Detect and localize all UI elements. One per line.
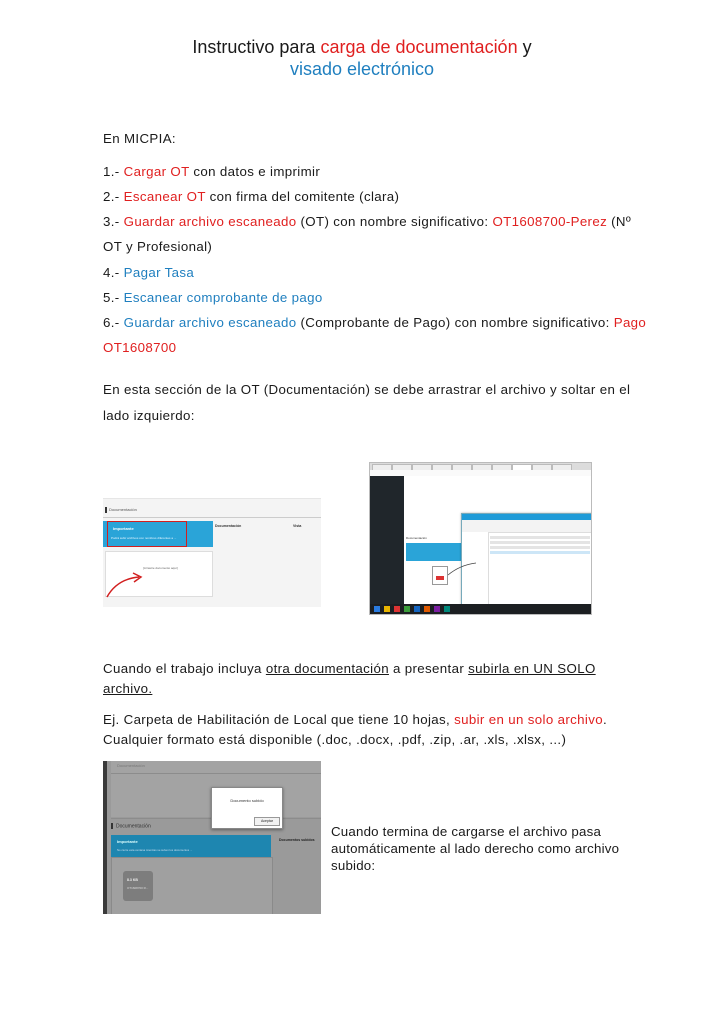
shot3-divider — [111, 773, 321, 774]
section-instruction-line2: lado izquierdo: — [103, 408, 195, 423]
shot1-drop-text: [Arrastre documento aquí] — [143, 566, 178, 570]
document-title — [0, 36, 724, 80]
curved-arrow-icon — [103, 569, 163, 599]
taskbar-app-icon — [394, 606, 400, 612]
uploaded-file-name: OT1608700 R... — [127, 886, 149, 890]
explorer-file-row — [490, 546, 590, 549]
step-3-line2: OT y Profesional) — [103, 239, 213, 254]
taskbar-app-icon — [444, 606, 450, 612]
explorer-file-row-selected — [490, 551, 590, 554]
taskbar-app-icon — [384, 606, 390, 612]
step-4: 4.- Pagar Tasa — [103, 265, 195, 280]
example-formats: Cualquier formato está disponible (.doc, .docx, .pdf, .zip, .ar, .xls, .xlsx, ...) — [103, 732, 567, 747]
screenshot-documentation-panel — [103, 498, 321, 607]
shot3-important-title: Importante — [117, 839, 138, 844]
step-2: 2.- Escanear OT con firma del comitente (clara) — [103, 189, 400, 204]
explorer-file-row — [490, 541, 590, 544]
shot1-important-text: Podrá subir archivos con nombres diferentes a ... — [111, 536, 177, 540]
shot3-uploaded-column: Documentos subidos — [279, 838, 315, 842]
title-part3: y — [517, 37, 532, 57]
shot1-highlight-box — [107, 521, 187, 547]
upload-success-dialog — [211, 787, 283, 829]
shot1-col-documentation: Documentación — [215, 524, 242, 528]
step-3: 3.- Guardar archivo escaneado (OT) con nombre significativo: OT1608700-Perez (Nº — [103, 214, 632, 229]
example-text: Ej. Carpeta de Habilitación de Local que tiene 10 hojas, subir en un solo archivo. — [103, 712, 608, 727]
shot1-important-title: Importante — [113, 526, 134, 531]
step-6-line2: OT1608700 — [103, 340, 177, 355]
drag-arrow-icon — [440, 561, 480, 581]
screenshot-drag-file-explorer — [369, 462, 592, 615]
shot3-important-text: No cierre esta ventana mientras se suben los documentos ... — [117, 848, 193, 852]
title-part1: Instructivo para — [192, 37, 321, 57]
shot3-left-bar — [103, 761, 107, 914]
taskbar-app-icon — [404, 606, 410, 612]
step-6: 6.- Guardar archivo escaneado (Comprobante de Pago) con nombre significativo: Pago — [103, 315, 647, 330]
final-explanation: Cuando termina de cargarse el archivo pasa automáticamente al lado derecho como archivo subido: — [331, 824, 620, 873]
dialog-accept-button[interactable]: Aceptar — [254, 817, 280, 826]
dialog-message: Documento subido — [230, 798, 264, 803]
taskbar-app-icon — [374, 606, 380, 612]
step-1: 1.- Cargar OT con datos e imprimir — [103, 164, 321, 179]
screenshot-upload-complete — [103, 761, 321, 914]
shot1-col-view: Vista — [293, 524, 302, 528]
section-instruction: En esta sección de la OT (Documentación) se debe arrastrar el archivo y soltar en el — [103, 382, 631, 397]
title-part2: carga de documentación — [320, 37, 518, 57]
file-explorer-window — [461, 513, 592, 607]
taskbar-app-icon — [414, 606, 420, 612]
explorer-file-row — [490, 536, 590, 539]
step-5: 5.- Escanear comprobante de pago — [103, 290, 323, 305]
other-doc-text: Cuando el trabajo incluya otra documentación a presentar subirla en UN SOLO — [103, 661, 596, 676]
taskbar-app-icon — [434, 606, 440, 612]
taskbar-app-icon — [424, 606, 430, 612]
shot2-docs-label: Documentación — [406, 536, 427, 540]
title-line2: visado electrónico — [289, 59, 435, 79]
shot3-section-title: Documentación — [111, 823, 151, 829]
browser-tabs — [370, 463, 592, 470]
app-sidebar — [370, 476, 404, 604]
shot1-header: Documentación — [105, 507, 137, 513]
other-doc-text-line2: archivo. — [103, 681, 153, 696]
uploaded-file-size: 8.3 KB — [127, 878, 138, 882]
shot1-divider — [103, 517, 321, 518]
shot2-important-panel — [406, 543, 462, 561]
intro-text: En MICPIA: — [103, 131, 176, 146]
shot3-top-label: Documentación — [117, 763, 145, 768]
